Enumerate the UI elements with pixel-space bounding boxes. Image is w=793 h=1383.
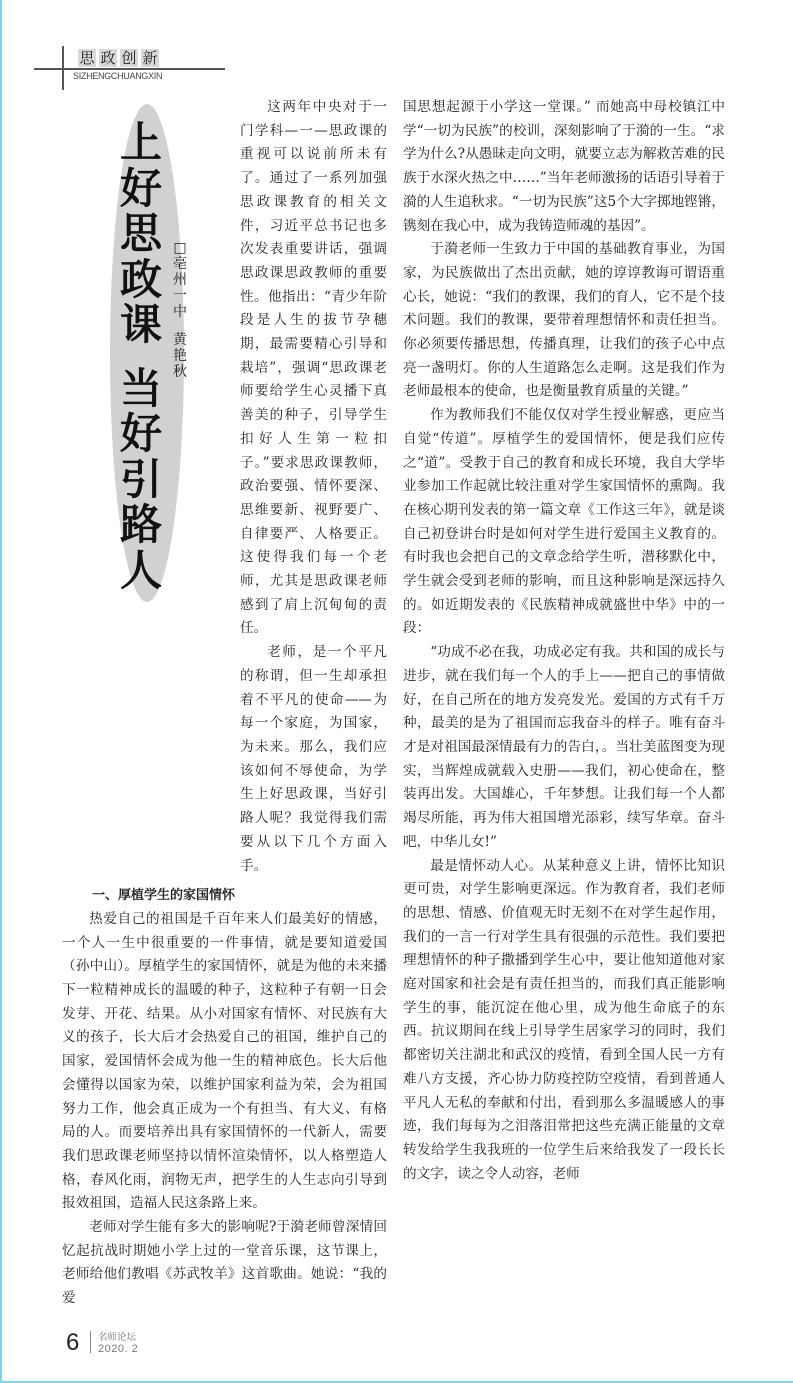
intro-column — [240, 96, 387, 878]
author-char: □ — [173, 240, 187, 256]
author-byline — [172, 240, 188, 380]
footer-divider — [90, 1331, 91, 1353]
article-title — [116, 120, 166, 593]
left-half — [62, 96, 387, 1311]
issue-date: 2020. 2 — [98, 1342, 139, 1355]
section-tag-char: 政 — [100, 49, 116, 67]
journal-name: 名师论坛 — [98, 1331, 137, 1343]
right-half — [403, 96, 725, 1186]
page-number: 6 — [66, 1328, 80, 1356]
page-edge-left — [0, 0, 2, 1383]
page-header — [0, 0, 793, 92]
paragraph: 最是情怀动人心。从某种意义上讲，情怀比知识更可贵，对学生影响更深远。作为教育者，我们老师的思想、情感、价值观无时无刻不在对学生起作用，我们的一言一行对学生具有很强的示范性。我们要把理想情怀的种子撒播到学生心中，要让他知道他对家庭对国家和社会是有责任担当的，而我们真正能影响学生的事，能沉淀在他心里，成为他生命底子的东西。抗议期间在线上引导学生居家学习的同时，我们都密切关注湖北和武汉的疫情，看到全国人民一方有难八方支援，齐心协力防疫控防空疫情，看到普通人平凡人无私的奉献和付出，看到那么多温暖感人的事迹，我们每每为之泪落泪常把这些充满正能量的文章转发给学生我我班的一位学生后来给我发了一段长长的文字，读之令人动容，老师 — [403, 857, 725, 1182]
section-heading: 一、厚植学生的家国情怀 — [92, 888, 236, 904]
author-char: 中 — [173, 304, 187, 320]
title-char: 好 — [119, 163, 162, 213]
title-char: 政 — [119, 254, 162, 304]
paragraph: 老师对学生能有多大的影响呢?于漪老师曾深情回忆起抗战时期她小学上过的一堂音乐课，这节课上，老师给他们教唱《苏武牧羊》这首歌曲。她说：“我的爱 — [62, 1219, 387, 1307]
title-char: 人 — [119, 545, 162, 595]
section-tag-char: 创 — [121, 49, 137, 67]
section-tag — [78, 49, 159, 67]
title-char: 课 — [119, 300, 162, 349]
title-char: 好 — [119, 409, 162, 458]
page-footer — [0, 1325, 793, 1371]
title-char: 上 — [119, 118, 162, 167]
paragraph: 热爱自己的祖国是千百年来人们最美好的情感，一个人一生中很重要的一件事情，就是要知道爱国（孙中山）。厚植学生的家国情怀，就是为他的未来播下一粒精神成长的温暖的种子，这粒种子有朝一日会发芽、开花、结果。从小对国家有情怀、对民族有大义的孩子，长大后才会热爱自己的祖国，维护自己的国家，爱国情怀会成为他一生的精神底色。长大后他会懂得以国家为荣，以维护国家利益为荣，会为祖国努力工作，他会真正成为一个有担当、有大义、有格局的人。而要培养出具有家国情怀的一代新人，需要我们思政课老师坚持以情怀渲染情怀，以人格塑造人格，春风化雨，润物无声，把学生的人生志向引导到报效祖国，造福人民这条路上来。 — [62, 910, 387, 1212]
paragraph: 这两年中央对于一门学科—一—思政课的重视可以说前所未有了。通过了一系列加强思政课教育的相关文件，习近平总书记也多次发表重要讲话，强调思政课思政教师的重要性。他指出：“青少年阶段是人生的拔节孕穗期，最需要精心引导和栽培”，强调“思政课老师要给学生心灵播下真善美的种子，引导学生扣好人生第一粒扣子。”要求思政课教师，政治要强、情怀要深、思维要新、视野要广、自律要严、人格要正。这使得我们每一个老师，尤其是思政课老师感到了肩上沉甸甸的责任。 — [240, 99, 387, 637]
title-char: 当 — [119, 363, 162, 413]
title-and-intro — [62, 96, 387, 878]
article-body — [0, 92, 793, 1311]
author-char: 艳 — [173, 348, 187, 364]
header-horizontal-rule — [34, 68, 225, 70]
title-char: 引 — [119, 454, 162, 504]
author-char: 一 — [173, 288, 187, 304]
paragraph: 老师，是一个平凡的称谓，但一生却承担着不平凡的使命——为每一个家庭，为国家，为未来。那么，我们应该如何不辱使命，为学生上好思政课，当好引路人呢？我觉得我们需要从以下几个方面入手。 — [240, 644, 387, 874]
author-char: 黄 — [173, 332, 187, 348]
author-char: 亳 — [173, 256, 187, 272]
section-tag-char: 思 — [79, 49, 95, 67]
paragraph: 作为教师我们不能仅仅对学生授业解惑，更应当自觉“传道”。厚植学生的爱国情怀，便是我们应传之“道”。受教于自己的教育和成长环境，我自大学毕业参加工作起就比较注重对学生家国情怀的熏陶。我在核心期刊发表的第一篇文章《工作这三年》，就是谈自己初登讲台时是如何对学生进行爱国主义教育的。有时我也会把自己的文章念给学生听，潜移默化中，学生就会受到老师的影响，而且这种影响是深远持久的。如近期发表的《民族精神成就盛世中华》中的一段： — [403, 407, 725, 637]
paragraph: “功成不必在我，功成必定有我。共和国的成长与进步，就在我们每一个人的手上——把自己的事情做好，在自己所在的地方发亮发光。爱国的方式有千万种，最美的是为了祖国而忘我奋斗的样子。唯有奋斗才是对祖国最深情最有力的告白，。当壮美蓝图变为现实，当辉煌成就载入史册——我们，初心使命在，整装再出发。大国雄心，千年梦想。让我们每一个人都竭尽所能，再为伟大祖国增光添彩，续写华章。奋斗吧，中华儿女!” — [403, 644, 725, 850]
title-char: 路 — [119, 500, 162, 549]
paragraph: 国思想起源于小学这一堂课。” 而她高中母校镇江中学“一切为民族”的校训，深刻影响了于漪的一生。“求学为什么?从愚昧走向文明，就要立志为解救苦难的民族于水深火热之中……”当年老师激扬的话语引导着于漪的人生追秋求。“一切为民族”这5个大字掷地铿锵，镌刻在我心中，成为我铸造师魂的基因”。 — [403, 99, 725, 234]
left-column — [62, 884, 387, 1311]
author-char: 州 — [173, 272, 187, 288]
paragraph: 于漪老师一生致力于中国的基础教育事业，为国家，为民族做出了杰出贡献，她的谆谆教诲可谓语重心长，她说：“我们的教课，我们的育人，它不是个技术问题。我们的教课，要带着理想情怀和责任担当。你必须要传播思想，传播真理，让我们的孩子心中点亮一盏明灯。你的人生道路怎么走啊。这是我们作为老师最根本的使命，也是衡量教育质量的关键。” — [403, 241, 725, 400]
right-column — [403, 96, 725, 1186]
section-tag-char: 新 — [142, 49, 158, 67]
title-char: 思 — [119, 209, 162, 258]
author-char: 秋 — [173, 364, 187, 380]
section-pinyin: SIZHENGCHUANGXIN — [73, 71, 163, 81]
title-block — [62, 96, 240, 596]
